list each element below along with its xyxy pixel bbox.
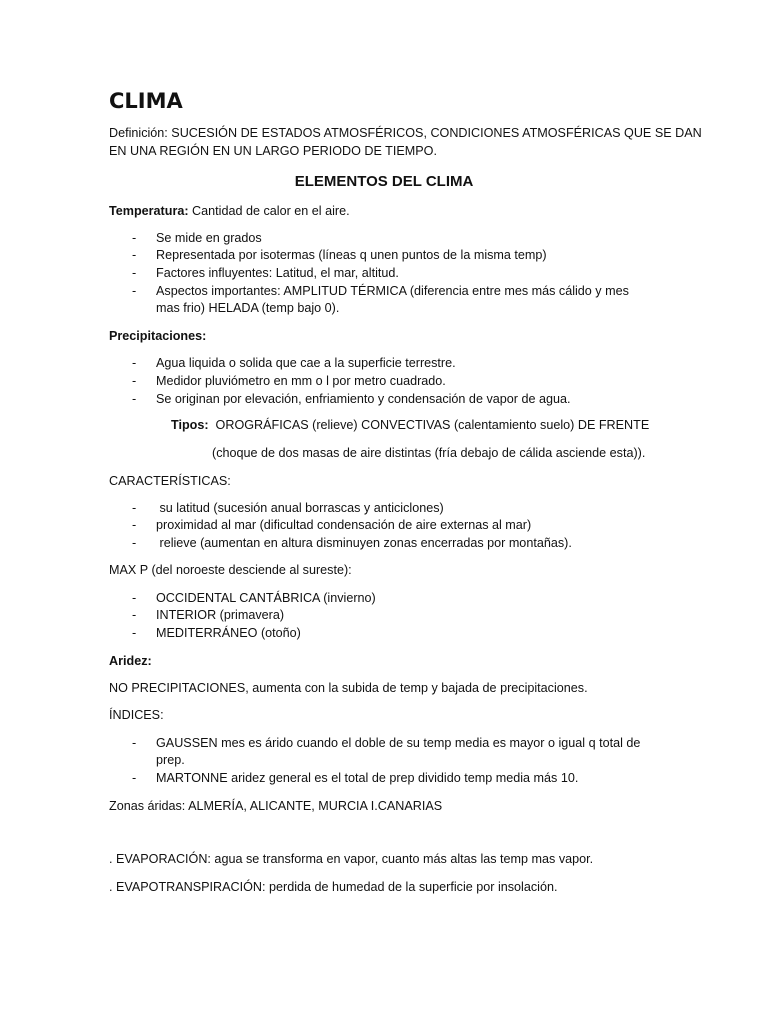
list-item: su latitud (sucesión anual borrascas y anticiclones) — [156, 501, 444, 515]
list-item: Medidor pluviómetro en mm o l por metro cuadrado. — [156, 374, 446, 388]
list-item: GAUSSEN mes es árido cuando el doble de su temp media es mayor o igual q total de — [156, 736, 641, 750]
list-item: Se originan por elevación, enfriamiento y condensación de vapor de agua. — [156, 392, 571, 406]
bullet-dash: - — [132, 231, 137, 245]
tipos-text: OROGRÁFICAS (relieve) CONVECTIVAS (calentamiento suelo) DE FRENTE — [208, 418, 650, 432]
list-item-continuation: prep. — [156, 753, 185, 767]
bullet-dash: - — [132, 392, 137, 406]
temperatura-text: Cantidad de calor en el aire. — [188, 204, 350, 218]
list-item: Se mide en grados — [156, 231, 262, 245]
tipos-label: Tipos: — [171, 418, 209, 432]
definition-line-1: Definición: SUCESIÓN DE ESTADOS ATMOSFÉRICOS, CONDICIONES ATMOSFÉRICAS QUE SE DAN — [109, 126, 702, 140]
bullet-dash: - — [132, 536, 137, 550]
bullet-dash: - — [132, 736, 137, 750]
list-item: proximidad al mar (dificultad condensación de aire externas al mar) — [156, 518, 532, 532]
section-heading: ELEMENTOS DEL CLIMA — [294, 173, 474, 190]
max-p-label: MAX P (del noroeste desciende al sureste): — [109, 563, 352, 577]
bullet-dash: - — [132, 518, 137, 532]
bullet-dash: - — [132, 501, 137, 515]
definition-line-2: EN UNA REGIÓN EN UN LARGO PERIODO DE TIEMPO. — [109, 144, 437, 158]
bullet-dash: - — [132, 771, 137, 785]
bullet-dash: - — [132, 266, 137, 280]
bullet-dash: - — [132, 284, 137, 298]
list-item: MARTONNE aridez general es el total de prep dividido temp media más 10. — [156, 771, 579, 785]
bullet-dash: - — [132, 591, 137, 605]
temperatura-paragraph — [109, 202, 350, 220]
list-item: Factores influyentes: Latitud, el mar, altitud. — [156, 266, 399, 280]
bullet-dash: - — [132, 626, 137, 640]
bullet-dash: - — [132, 374, 137, 388]
list-item: Agua liquida o solida que cae a la superficie terrestre. — [156, 356, 456, 370]
precipitaciones-label: Precipitaciones: — [109, 329, 207, 343]
indices-label: ÍNDICES: — [109, 708, 164, 722]
bullet-dash: - — [132, 608, 137, 622]
list-item: Representada por isotermas (líneas q unen puntos de la misma temp) — [156, 248, 547, 262]
evaporacion-paragraph: . EVAPORACIÓN: agua se transforma en vapor, cuanto más altas las temp mas vapor. — [109, 852, 594, 866]
evapotranspiracion-paragraph: . EVAPOTRANSPIRACIÓN: perdida de humedad de la superficie por insolación. — [109, 880, 558, 894]
list-item: relieve (aumentan en altura disminuyen zonas encerradas por montañas). — [156, 536, 572, 550]
list-item: MEDITERRÁNEO (otoño) — [156, 626, 301, 640]
bullet-dash: - — [132, 356, 137, 370]
list-item-continuation: mas frio) HELADA (temp bajo 0). — [156, 301, 340, 315]
list-item: Aspectos importantes: AMPLITUD TÉRMICA (diferencia entre mes más cálido y mes — [156, 284, 629, 298]
caracteristicas-label: CARACTERÍSTICAS: — [109, 474, 231, 488]
bullet-dash: - — [132, 248, 137, 262]
list-item: OCCIDENTAL CANTÁBRICA (invierno) — [156, 591, 376, 605]
aridez-label: Aridez: — [109, 654, 152, 668]
temperatura-label: Temperatura: — [109, 204, 189, 218]
document-title: CLIMA — [109, 89, 183, 113]
tipos-line — [171, 416, 649, 434]
list-item: INTERIOR (primavera) — [156, 608, 285, 622]
zonas-aridas: Zonas áridas: ALMERÍA, ALICANTE, MURCIA I.CANARIAS — [109, 799, 443, 813]
aridez-text: NO PRECIPITACIONES, aumenta con la subida de temp y bajada de precipitaciones. — [109, 681, 588, 695]
tipos-continuation: (choque de dos masas de aire distintas (fría debajo de cálida asciende esta)). — [212, 446, 646, 460]
